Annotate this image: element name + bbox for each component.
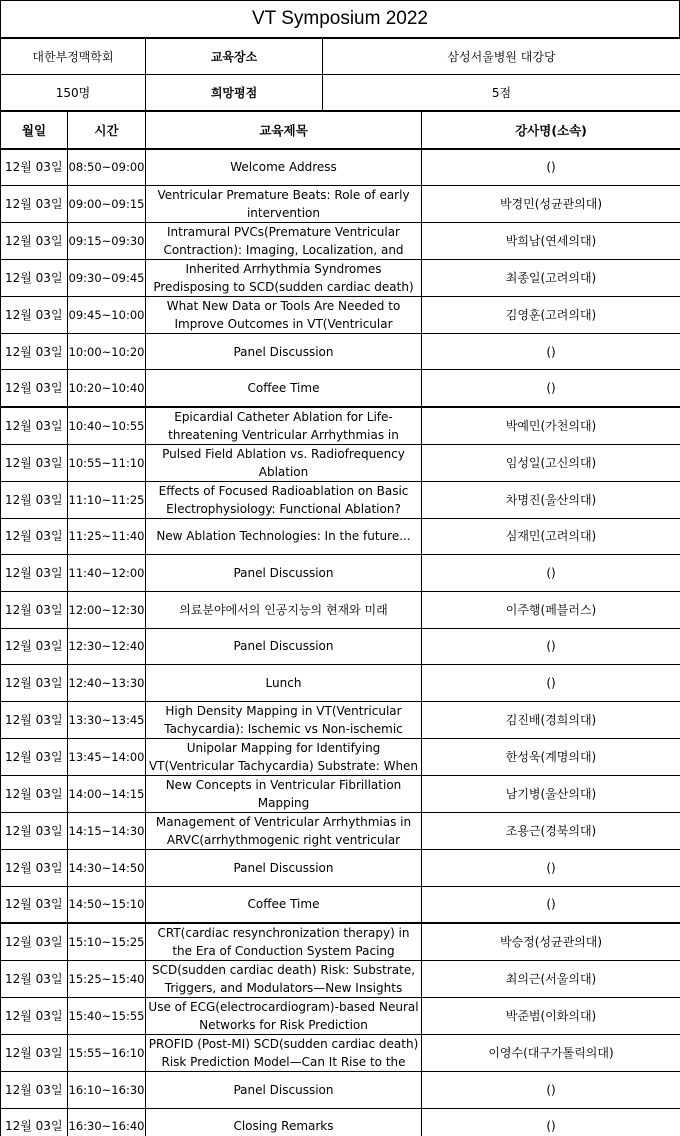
- row-topic: [146, 1034, 422, 1071]
- table-row: [1, 444, 680, 481]
- table-row: [1, 481, 680, 518]
- topic-text: CRT(cardiac resynchronization therapy) in the Era of Conduction System Pacing: [157, 925, 410, 958]
- table-row: [1, 1034, 680, 1071]
- row-time: 10:00~10:20: [68, 333, 146, 370]
- row-date: 12월 03일: [1, 591, 68, 628]
- row-speaker: 남기병(울산의대): [422, 776, 680, 813]
- place-value: 삼성서울병원 대강당: [323, 39, 680, 75]
- row-topic: [146, 960, 422, 997]
- row-date: 12월 03일: [1, 407, 68, 445]
- info-row-place: [1, 39, 680, 75]
- row-date: 12월 03일: [1, 702, 68, 739]
- topic-text: New Ablation Technologies: In the future...: [156, 529, 411, 544]
- row-date: 12월 03일: [1, 481, 68, 518]
- row-topic: [146, 850, 422, 887]
- table-row: [1, 518, 680, 555]
- row-speaker: (): [422, 1108, 680, 1136]
- row-time: 14:00~14:15: [68, 776, 146, 813]
- row-speaker: (): [422, 149, 680, 186]
- row-time: 15:55~16:10: [68, 1034, 146, 1071]
- row-speaker: (): [422, 333, 680, 370]
- topic-text: Use of ECG(electrocardiogram)-based Neural Networks for Risk Prediction: [148, 999, 419, 1032]
- row-date: 12월 03일: [1, 886, 68, 923]
- row-time: 11:10~11:25: [68, 481, 146, 518]
- row-speaker: (): [422, 370, 680, 407]
- row-speaker: 박예민(가천의대): [422, 407, 680, 445]
- row-time: 11:25~11:40: [68, 518, 146, 555]
- row-time: 12:40~13:30: [68, 665, 146, 702]
- table-row: [1, 702, 680, 739]
- row-time: 15:40~15:55: [68, 997, 146, 1034]
- row-time: 09:45~10:00: [68, 296, 146, 333]
- row-speaker: 한성욱(계명의대): [422, 739, 680, 776]
- row-time: 14:15~14:30: [68, 813, 146, 850]
- place-label: 교육장소: [146, 39, 323, 75]
- topic-text: 의료분야에서의 인공지능의 현재와 미래: [179, 602, 388, 617]
- row-speaker: 이주행(페블러스): [422, 591, 680, 628]
- row-time: 09:00~09:15: [68, 185, 146, 222]
- table-row: [1, 997, 680, 1034]
- row-date: 12월 03일: [1, 813, 68, 850]
- info-table: [0, 38, 680, 111]
- page-title: VT Symposium 2022: [0, 0, 680, 38]
- row-time: 09:15~09:30: [68, 222, 146, 259]
- row-speaker: (): [422, 555, 680, 592]
- row-time: 15:25~15:40: [68, 960, 146, 997]
- row-topic: [146, 481, 422, 518]
- row-topic: [146, 222, 422, 259]
- row-time: 12:00~12:30: [68, 591, 146, 628]
- topic-text: Panel Discussion: [233, 566, 334, 581]
- table-row: [1, 628, 680, 665]
- row-date: 12월 03일: [1, 518, 68, 555]
- row-speaker: 임성일(고신의대): [422, 444, 680, 481]
- row-topic: [146, 776, 422, 813]
- topic-text: Panel Discussion: [233, 860, 334, 875]
- table-row: [1, 960, 680, 997]
- row-date: 12월 03일: [1, 296, 68, 333]
- row-topic: [146, 886, 422, 923]
- row-topic: [146, 518, 422, 555]
- row-speaker: 박경민(성균관의대): [422, 185, 680, 222]
- topic-text: Coffee Time: [247, 897, 320, 912]
- topic-text: Panel Discussion: [233, 639, 334, 654]
- row-speaker: (): [422, 850, 680, 887]
- row-time: 12:30~12:40: [68, 628, 146, 665]
- table-row: [1, 739, 680, 776]
- topic-text: Intramural PVCs(Premature Ventricular Contraction): Imaging, Localization, and: [163, 224, 404, 257]
- topic-text: Lunch: [265, 676, 302, 691]
- schedule-table: [0, 111, 680, 1136]
- row-topic: [146, 1108, 422, 1136]
- table-row: [1, 1071, 680, 1108]
- row-topic: [146, 628, 422, 665]
- row-speaker: (): [422, 628, 680, 665]
- rating-label: 희망평점: [146, 75, 323, 111]
- row-speaker: 이영수(대구가톨릭의대): [422, 1034, 680, 1071]
- topic-text: Closing Remarks: [233, 1119, 334, 1134]
- row-date: 12월 03일: [1, 444, 68, 481]
- table-row: [1, 1108, 680, 1136]
- table-row: [1, 555, 680, 592]
- row-topic: [146, 665, 422, 702]
- row-speaker: 박승정(성균관의대): [422, 923, 680, 961]
- row-topic: [146, 555, 422, 592]
- table-row: [1, 886, 680, 923]
- table-row: [1, 296, 680, 333]
- row-date: 12월 03일: [1, 923, 68, 961]
- row-time: 13:30~13:45: [68, 702, 146, 739]
- row-speaker: 심재민(고려의대): [422, 518, 680, 555]
- topic-text: Epicardial Catheter Ablation for Life-threatening Ventricular Arrhythmias in: [168, 409, 399, 442]
- row-date: 12월 03일: [1, 555, 68, 592]
- topic-text: Ventricular Premature Beats: Role of early intervention: [157, 187, 410, 220]
- row-time: 14:50~15:10: [68, 886, 146, 923]
- header-time: 시간: [68, 112, 146, 149]
- row-speaker: 최종일(고려의대): [422, 259, 680, 296]
- row-date: 12월 03일: [1, 333, 68, 370]
- table-row: [1, 370, 680, 407]
- row-date: 12월 03일: [1, 185, 68, 222]
- row-topic: [146, 370, 422, 407]
- row-topic: [146, 296, 422, 333]
- row-speaker: 박희남(연세의대): [422, 222, 680, 259]
- topic-text: Panel Discussion: [233, 1082, 334, 1097]
- table-row: [1, 923, 680, 961]
- topic-text: Inherited Arrhythmia Syndromes Predisposing to SCD(sudden cardiac death): [153, 261, 414, 294]
- topic-text: SCD(sudden cardiac death) Risk: Substrate, Triggers, and Modulators—New Insights: [151, 962, 416, 995]
- row-date: 12월 03일: [1, 149, 68, 186]
- topic-text: Management of Ventricular Arrhythmias in ARVC(arrhythmogenic right ventricular: [155, 815, 412, 847]
- row-time: 08:50~09:00: [68, 149, 146, 186]
- row-date: 12월 03일: [1, 222, 68, 259]
- schedule-header-row: [1, 112, 680, 149]
- row-time: 09:30~09:45: [68, 259, 146, 296]
- row-topic: [146, 444, 422, 481]
- row-time: 16:30~16:40: [68, 1108, 146, 1136]
- row-topic: [146, 407, 422, 445]
- table-row: [1, 333, 680, 370]
- row-date: 12월 03일: [1, 739, 68, 776]
- row-topic: [146, 1071, 422, 1108]
- row-speaker: (): [422, 1071, 680, 1108]
- row-time: 15:10~15:25: [68, 923, 146, 961]
- table-row: [1, 813, 680, 850]
- topic-text: Effects of Focused Radioablation on Basic Electrophysiology: Functional Ablation?: [158, 483, 409, 516]
- topic-text: Pulsed Field Ablation vs. Radiofrequency Ablation: [162, 446, 405, 479]
- topic-text: Unipolar Mapping for Identifying VT(Ventricular Tachycardia) Substrate: When: [148, 741, 419, 773]
- row-topic: [146, 149, 422, 186]
- row-topic: [146, 813, 422, 850]
- row-date: 12월 03일: [1, 665, 68, 702]
- row-speaker: 김진배(경희의대): [422, 702, 680, 739]
- row-topic: [146, 333, 422, 370]
- topic-text: Welcome Address: [230, 160, 337, 175]
- row-time: 16:10~16:30: [68, 1071, 146, 1108]
- row-time: 11:40~12:00: [68, 555, 146, 592]
- row-date: 12월 03일: [1, 1108, 68, 1136]
- row-speaker: (): [422, 665, 680, 702]
- header-speaker: 강사명(소속): [422, 112, 680, 149]
- row-time: 13:45~14:00: [68, 739, 146, 776]
- row-topic: [146, 185, 422, 222]
- row-date: 12월 03일: [1, 628, 68, 665]
- topic-text: What New Data or Tools Are Needed to Improve Outcomes in VT(Ventricular: [166, 298, 401, 331]
- row-date: 12월 03일: [1, 997, 68, 1034]
- row-time: 10:20~10:40: [68, 370, 146, 407]
- table-row: [1, 591, 680, 628]
- row-date: 12월 03일: [1, 850, 68, 887]
- row-speaker: 차명진(울산의대): [422, 481, 680, 518]
- table-row: [1, 185, 680, 222]
- topic-text: PROFID (Post-MI) SCD(sudden cardiac death) Risk Prediction Model—Can It Rise to the: [148, 1036, 419, 1069]
- row-speaker: 김영훈(고려의대): [422, 296, 680, 333]
- row-date: 12월 03일: [1, 776, 68, 813]
- topic-text: Coffee Time: [247, 380, 320, 395]
- row-time: 10:55~11:10: [68, 444, 146, 481]
- row-topic: [146, 591, 422, 628]
- table-row: [1, 149, 680, 186]
- table-row: [1, 259, 680, 296]
- rating-value: 5점: [323, 75, 680, 111]
- row-topic: [146, 997, 422, 1034]
- row-speaker: (): [422, 886, 680, 923]
- header-date: 월일: [1, 112, 68, 149]
- table-row: [1, 776, 680, 813]
- topic-text: New Concepts in Ventricular Fibrillation Mapping: [165, 778, 402, 810]
- row-topic: [146, 259, 422, 296]
- schedule-body: [1, 149, 680, 1136]
- organizer: 대한부정맥학회: [1, 39, 146, 75]
- row-topic: [146, 739, 422, 776]
- table-row: [1, 222, 680, 259]
- row-date: 12월 03일: [1, 370, 68, 407]
- header-topic: 교육제목: [146, 112, 422, 149]
- topic-text: High Density Mapping in VT(Ventricular Tachycardia): Ischemic vs Non-ischemic: [164, 704, 403, 736]
- row-speaker: 조용근(경북의대): [422, 813, 680, 850]
- table-row: [1, 665, 680, 702]
- row-topic: [146, 702, 422, 739]
- row-date: 12월 03일: [1, 259, 68, 296]
- row-time: 14:30~14:50: [68, 850, 146, 887]
- info-row-rating: [1, 75, 680, 111]
- capacity: 150명: [1, 75, 146, 111]
- row-date: 12월 03일: [1, 1034, 68, 1071]
- topic-text: Panel Discussion: [233, 344, 334, 359]
- row-date: 12월 03일: [1, 1071, 68, 1108]
- row-speaker: 박준범(이화의대): [422, 997, 680, 1034]
- row-speaker: 최의근(서울의대): [422, 960, 680, 997]
- row-topic: [146, 923, 422, 961]
- table-row: [1, 407, 680, 445]
- table-row: [1, 850, 680, 887]
- row-time: 10:40~10:55: [68, 407, 146, 445]
- row-date: 12월 03일: [1, 960, 68, 997]
